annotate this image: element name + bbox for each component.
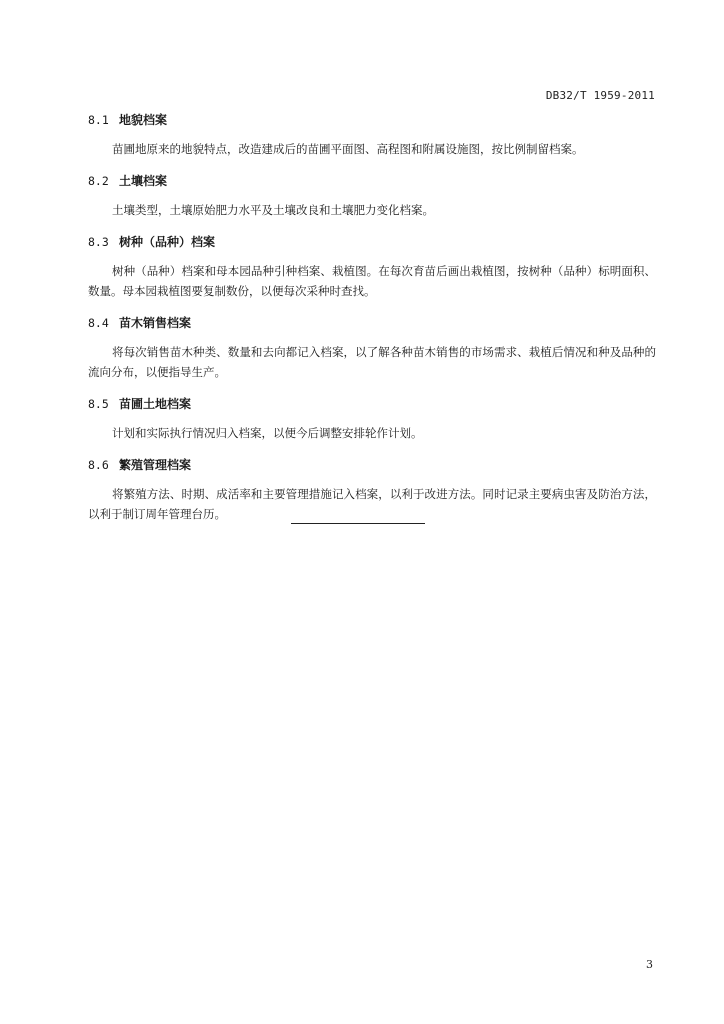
section-heading [88,110,656,130]
section-heading [88,313,656,333]
section-number: 8.3 [88,235,109,249]
standard-code-header: DB32/T 1959-2011 [545,89,655,102]
document-body [88,110,656,524]
section-paragraph: 计划和实际执行情况归入档案，以便今后调整安排轮作计划。 [112,426,423,440]
section-8-3 [88,232,656,301]
section-paragraph: 将繁殖方法、时期、成活率和主要管理措施记入档案，以利于改进方法。同时记录主要病虫害及防治方法，以利于制订周年管理台历。 [88,487,656,521]
section-8-6 [88,455,656,524]
section-number: 8.5 [88,397,109,411]
section-paragraph: 将每次销售苗木种类、数量和去向都记入档案，以了解各种苗木销售的市场需求、栽植后情况和种及品种的流向分布，以便指导生产。 [88,345,656,379]
section-title: 苗圃土地档案 [119,397,192,411]
page-number: 3 [646,958,653,971]
section-number: 8.6 [88,458,109,472]
section-8-4 [88,313,656,382]
section-number: 8.2 [88,174,109,188]
end-of-text-rule [291,523,425,524]
section-title: 地貌档案 [119,113,168,127]
section-title: 土壤档案 [119,174,168,188]
section-title: 树种（品种）档案 [119,235,216,249]
section-heading [88,171,656,191]
section-8-5 [88,394,656,443]
section-title: 繁殖管理档案 [119,458,192,472]
section-heading [88,455,656,475]
section-8-1 [88,110,656,159]
section-paragraph: 苗圃地原来的地貌特点，改造建成后的苗圃平面图、高程图和附属设施图，按比例制留档案。 [112,142,584,156]
section-title: 苗木销售档案 [119,316,192,330]
section-number: 8.4 [88,316,109,330]
section-paragraph: 土壤类型，土壤原始肥力水平及土壤改良和土壤肥力变化档案。 [112,203,434,217]
section-number: 8.1 [88,113,109,127]
section-8-2 [88,171,656,220]
section-heading [88,394,656,414]
section-heading [88,232,656,252]
section-paragraph: 树种（品种）档案和母本园品种引种档案、栽植图。在每次育苗后画出栽植图，按树种（品种）标明面积、数量。母本园栽植图要复制数份，以便每次采种时查找。 [88,264,656,298]
